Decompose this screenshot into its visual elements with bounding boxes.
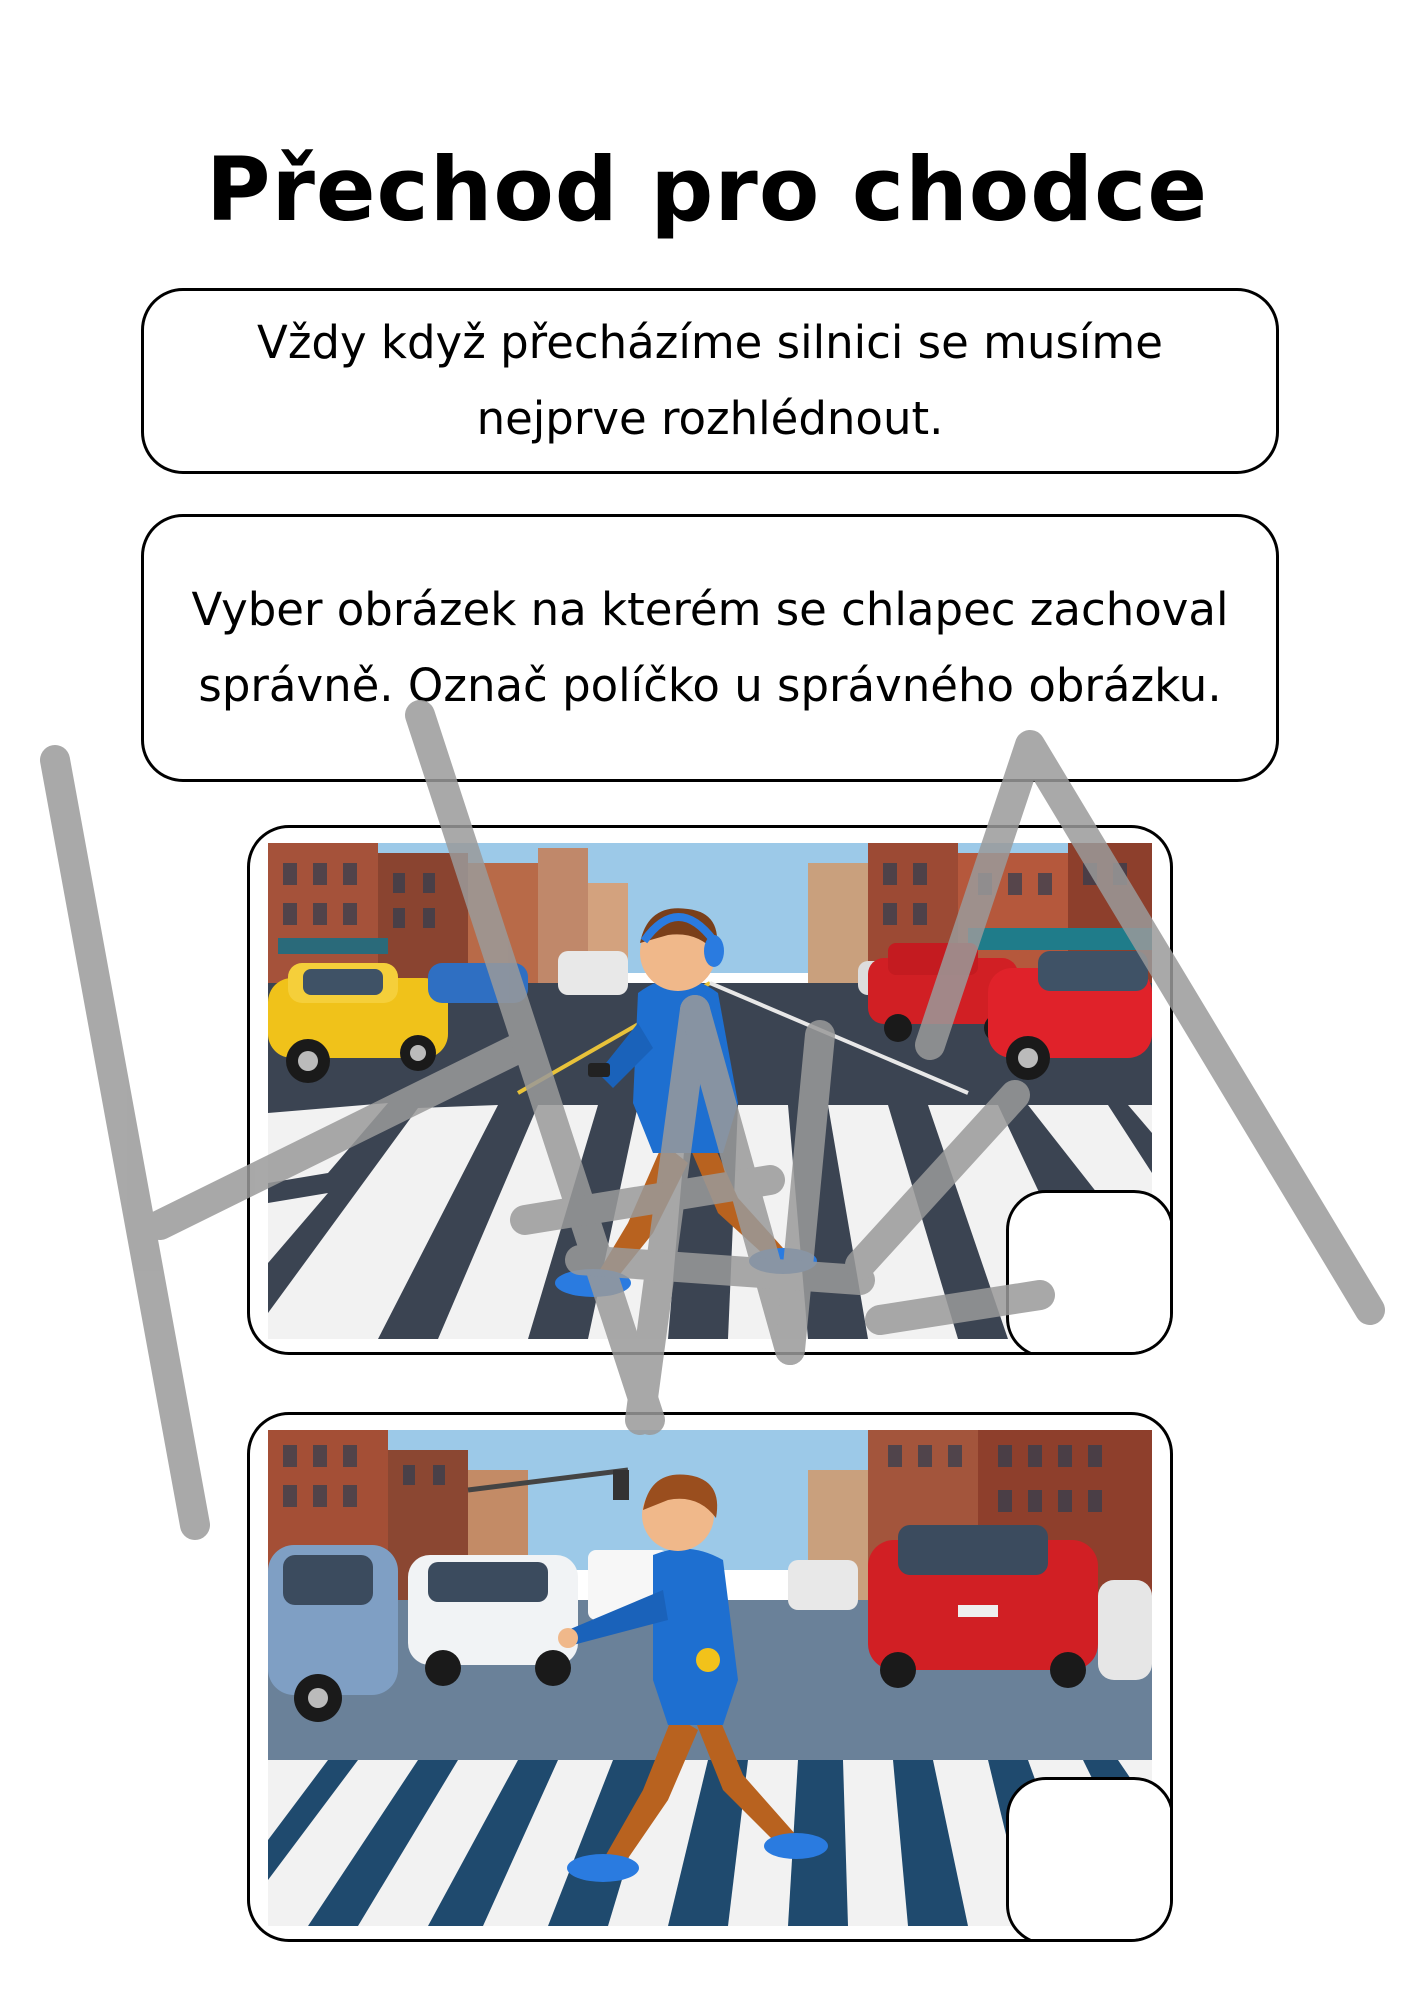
instruction-text-task: Vyber obrázek na kterém se chlapec zachoval správně. Označ políčko u správného obrázku. [191,583,1229,712]
page-title: Přechod pro chodce [205,138,1209,241]
instruction-box-task [141,514,1279,782]
answer-checkbox-1[interactable] [1006,1190,1173,1355]
instruction-box-look [141,288,1279,474]
answer-checkbox-2[interactable] [1006,1777,1173,1942]
picture-card-wrong[interactable] [247,825,1173,1355]
instruction-text-look: Vždy když přecházíme silnici se musíme nejprve rozhlédnout. [257,316,1163,445]
picture-card-correct[interactable] [247,1412,1173,1942]
